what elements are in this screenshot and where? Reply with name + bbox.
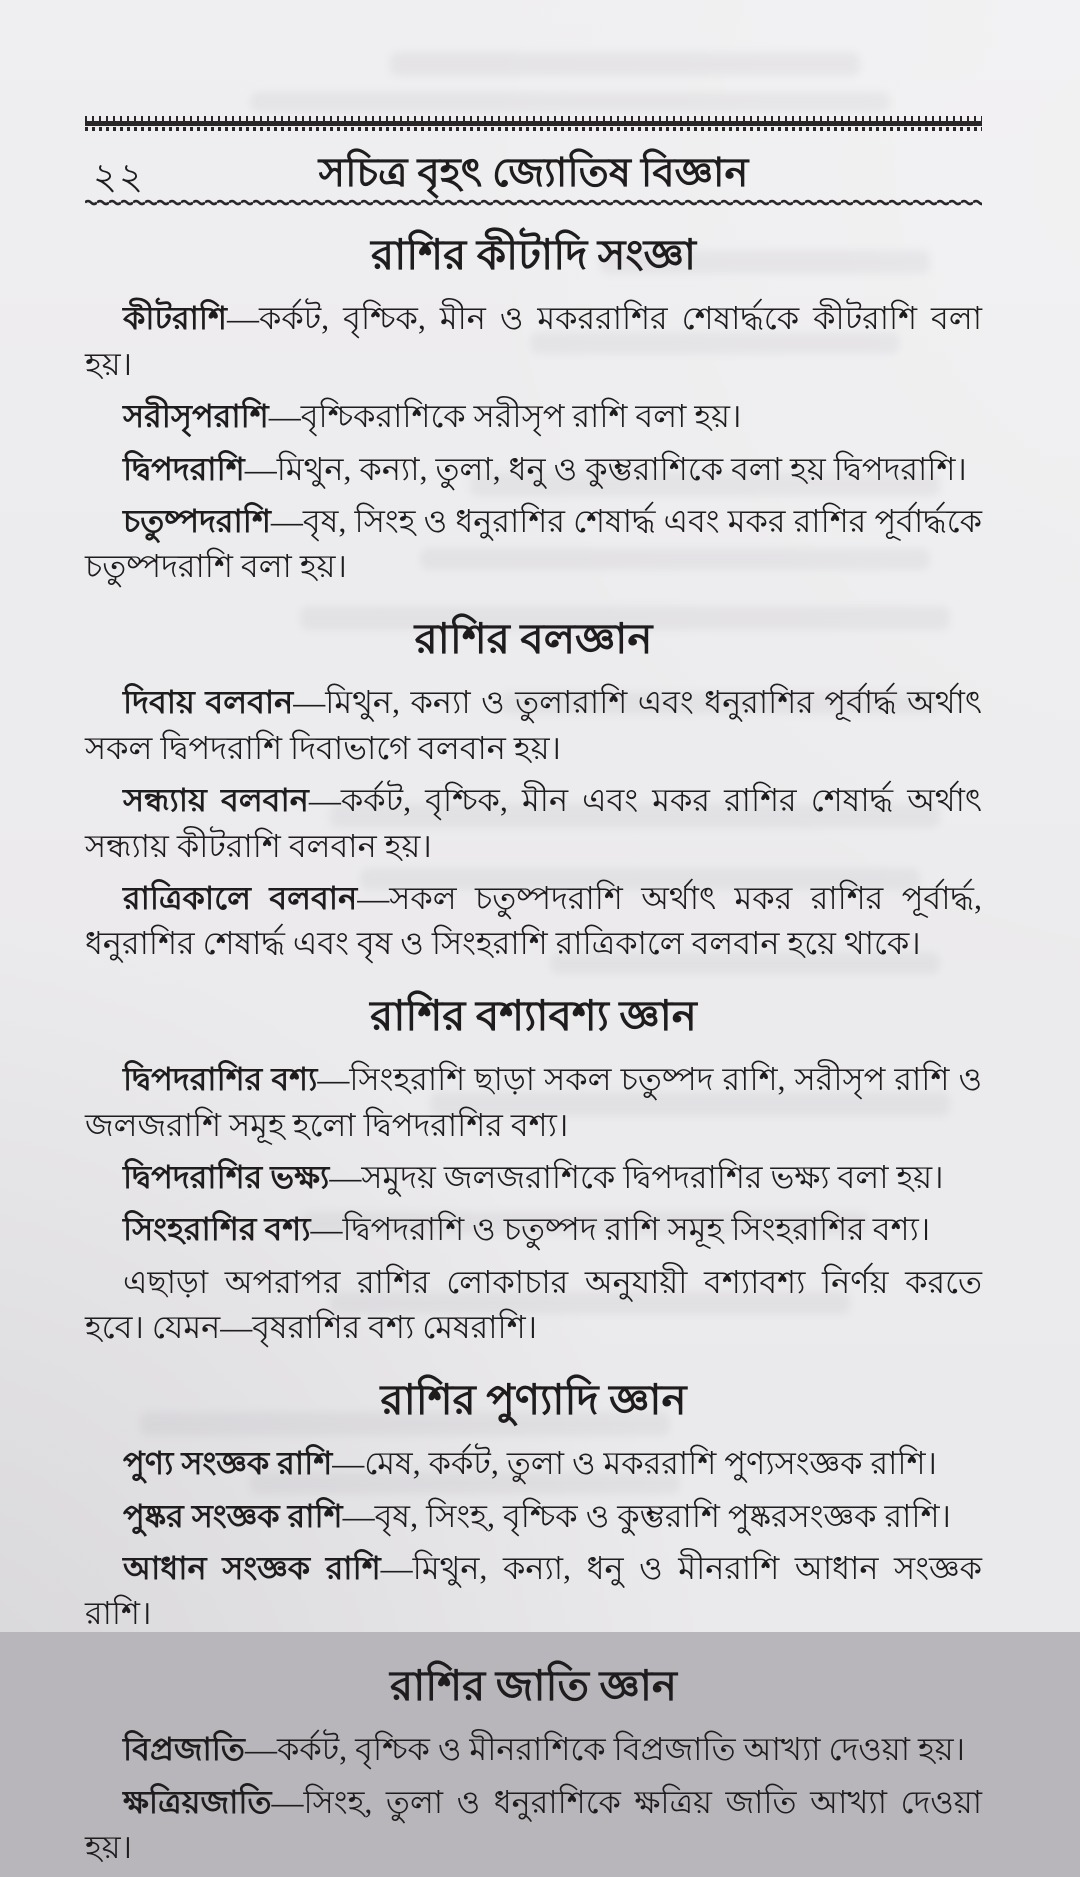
- definition-paragraph: আধান সংজ্ঞক রাশি—মিথুন, কন্যা, ধনু ও মীনরাশি আধান সংজ্ঞক রাশি।: [85, 1549, 982, 1632]
- section-heading: রাশির বশ্যাবশ্য জ্ঞান: [370, 993, 697, 1040]
- definition-paragraph: সরীসৃপরাশি—বৃশ্চিকরাশিকে সরীসৃপ রাশি বলা হয়।: [123, 398, 742, 435]
- term-label: রাত্রিকালে বলবান: [123, 879, 358, 916]
- book-title: সচিত্র বৃহৎ জ্যোতিষ বিজ্ঞান: [318, 150, 749, 195]
- bleed-through-artifact: [250, 92, 890, 112]
- definition-paragraph: পুষ্কর সংজ্ঞক রাশি—বৃষ, সিংহ, বৃশ্চিক ও কুম্ভরাশি পুষ্করসংজ্ঞক রাশি।: [123, 1497, 951, 1534]
- definition-paragraph: চতুষ্পদরাশি—বৃষ, সিংহ ও ধনুরাশির শেষার্দ্ধ এবং মকর রাশির পূর্বার্দ্ধকে চতুষ্পদরাশি বলা হয়।: [85, 503, 982, 585]
- section-heading: রাশির কীটাদি সংজ্ঞা: [371, 233, 696, 279]
- definition-paragraph: পুণ্য সংজ্ঞক রাশি—মেষ, কর্কট, তুলা ও মকররাশি পুণ্যসংজ্ঞক রাশি।: [123, 1445, 937, 1482]
- term-label: পুণ্য সংজ্ঞক রাশি: [123, 1445, 333, 1482]
- top-ornamental-rule: [85, 116, 982, 131]
- bleed-through-artifact: [390, 52, 860, 76]
- term-label: দ্বিপদরাশি: [123, 450, 245, 487]
- definition-paragraph: দ্বিপদরাশির ভক্ষ্য—সমুদয় জলজরাশিকে দ্বিপদরাশির ভক্ষ্য বলা হয়।: [123, 1159, 944, 1196]
- term-label: দ্বিপদরাশির ভক্ষ্য: [123, 1159, 330, 1196]
- term-label: কীটরাশি: [123, 300, 227, 337]
- definition-paragraph: বিপ্রজাতি—কর্কট, বৃশ্চিক ও মীনরাশিকে বিপ্রজাতি আখ্যা দেওয়া হয়।: [123, 1731, 966, 1768]
- definition-paragraph: সিংহরাশির বশ্য—দ্বিপদরাশি ও চতুষ্পদ রাশি সমূহ সিংহরাশির বশ্য।: [123, 1211, 931, 1248]
- running-header: [85, 139, 982, 197]
- definition-paragraph: রাত্রিকালে বলবান—সকল চতুষ্পদরাশি অর্থাৎ মকর রাশির পূর্বার্দ্ধ, ধনুরাশির শেষার্দ্ধ এবং বৃষ ও সিংহরাশি রাত্রিকালে বলবান হয়ে থাকে।: [85, 879, 982, 962]
- term-label: দ্বিপদরাশির বশ্য: [123, 1061, 318, 1098]
- page-number: ২২: [93, 157, 146, 198]
- section-heading: রাশির পুণ্যাদি জ্ঞান: [380, 1377, 687, 1424]
- definition-paragraph: দ্বিপদরাশি—মিথুন, কন্যা, তুলা, ধনু ও কুম্ভরাশিকে বলা হয় দ্বিপদরাশি।: [123, 450, 967, 487]
- definition-paragraph: ক্ষত্রিয়জাতি—সিংহ, তুলা ও ধনুরাশিকে ক্ষত্রিয় জাতি আখ্যা দেওয়া হয়।: [85, 1783, 982, 1865]
- section-heading: রাশির জাতি জ্ঞান: [390, 1663, 677, 1710]
- page-body: [85, 116, 982, 1877]
- term-label: সরীসৃপরাশি: [123, 398, 269, 435]
- definition-paragraph: এছাড়া অপরাপর রাশির লোকাচার অনুযায়ী বশ্যাবশ্য নির্ণয় করতে হবে। যেমন—বৃষরাশির বশ্য মেষরাশি।: [85, 1263, 982, 1346]
- term-label: বিপ্রজাতি: [123, 1731, 245, 1768]
- term-label: আধান সংজ্ঞক রাশি: [123, 1549, 381, 1586]
- term-label: ক্ষত্রিয়জাতি: [123, 1783, 272, 1820]
- definition-paragraph: সন্ধ্যায় বলবান—কর্কট, বৃশ্চিক, মীন এবং মকর রাশির শেষার্দ্ধ অর্থাৎ সন্ধ্যায় কীটরাশি বলবান হয়।: [85, 782, 983, 864]
- definition-paragraph: কীটরাশি—কর্কট, বৃশ্চিক, মীন ও মকররাশির শেষার্দ্ধকে কীটরাশি বলা হয়।: [85, 300, 982, 382]
- definition-paragraph: দিবায় বলবান—মিথুন, কন্যা ও তুলারাশি এবং ধনুরাশির পূর্বার্দ্ধ অর্থাৎ সকল দ্বিপদরাশি দিবাভাগে বলবান হয়।: [85, 684, 983, 766]
- term-label: চতুষ্পদরাশি: [123, 503, 271, 540]
- page-content: [85, 232, 982, 1870]
- term-label: সিংহরাশির বশ্য: [123, 1211, 311, 1248]
- section-heading: রাশির বলজ্ঞান: [414, 616, 653, 663]
- term-label: সন্ধ্যায় বলবান: [123, 782, 309, 819]
- term-label: পুষ্কর সংজ্ঞক রাশি: [123, 1497, 343, 1534]
- term-label: দিবায় বলবান: [123, 684, 294, 721]
- definition-paragraph: দ্বিপদরাশির বশ্য—সিংহরাশি ছাড়া সকল চতুষ্পদ রাশি, সরীসৃপ রাশি ও জলজরাশি সমূহ হলো দ্বিপদরাশির বশ্য।: [85, 1061, 982, 1143]
